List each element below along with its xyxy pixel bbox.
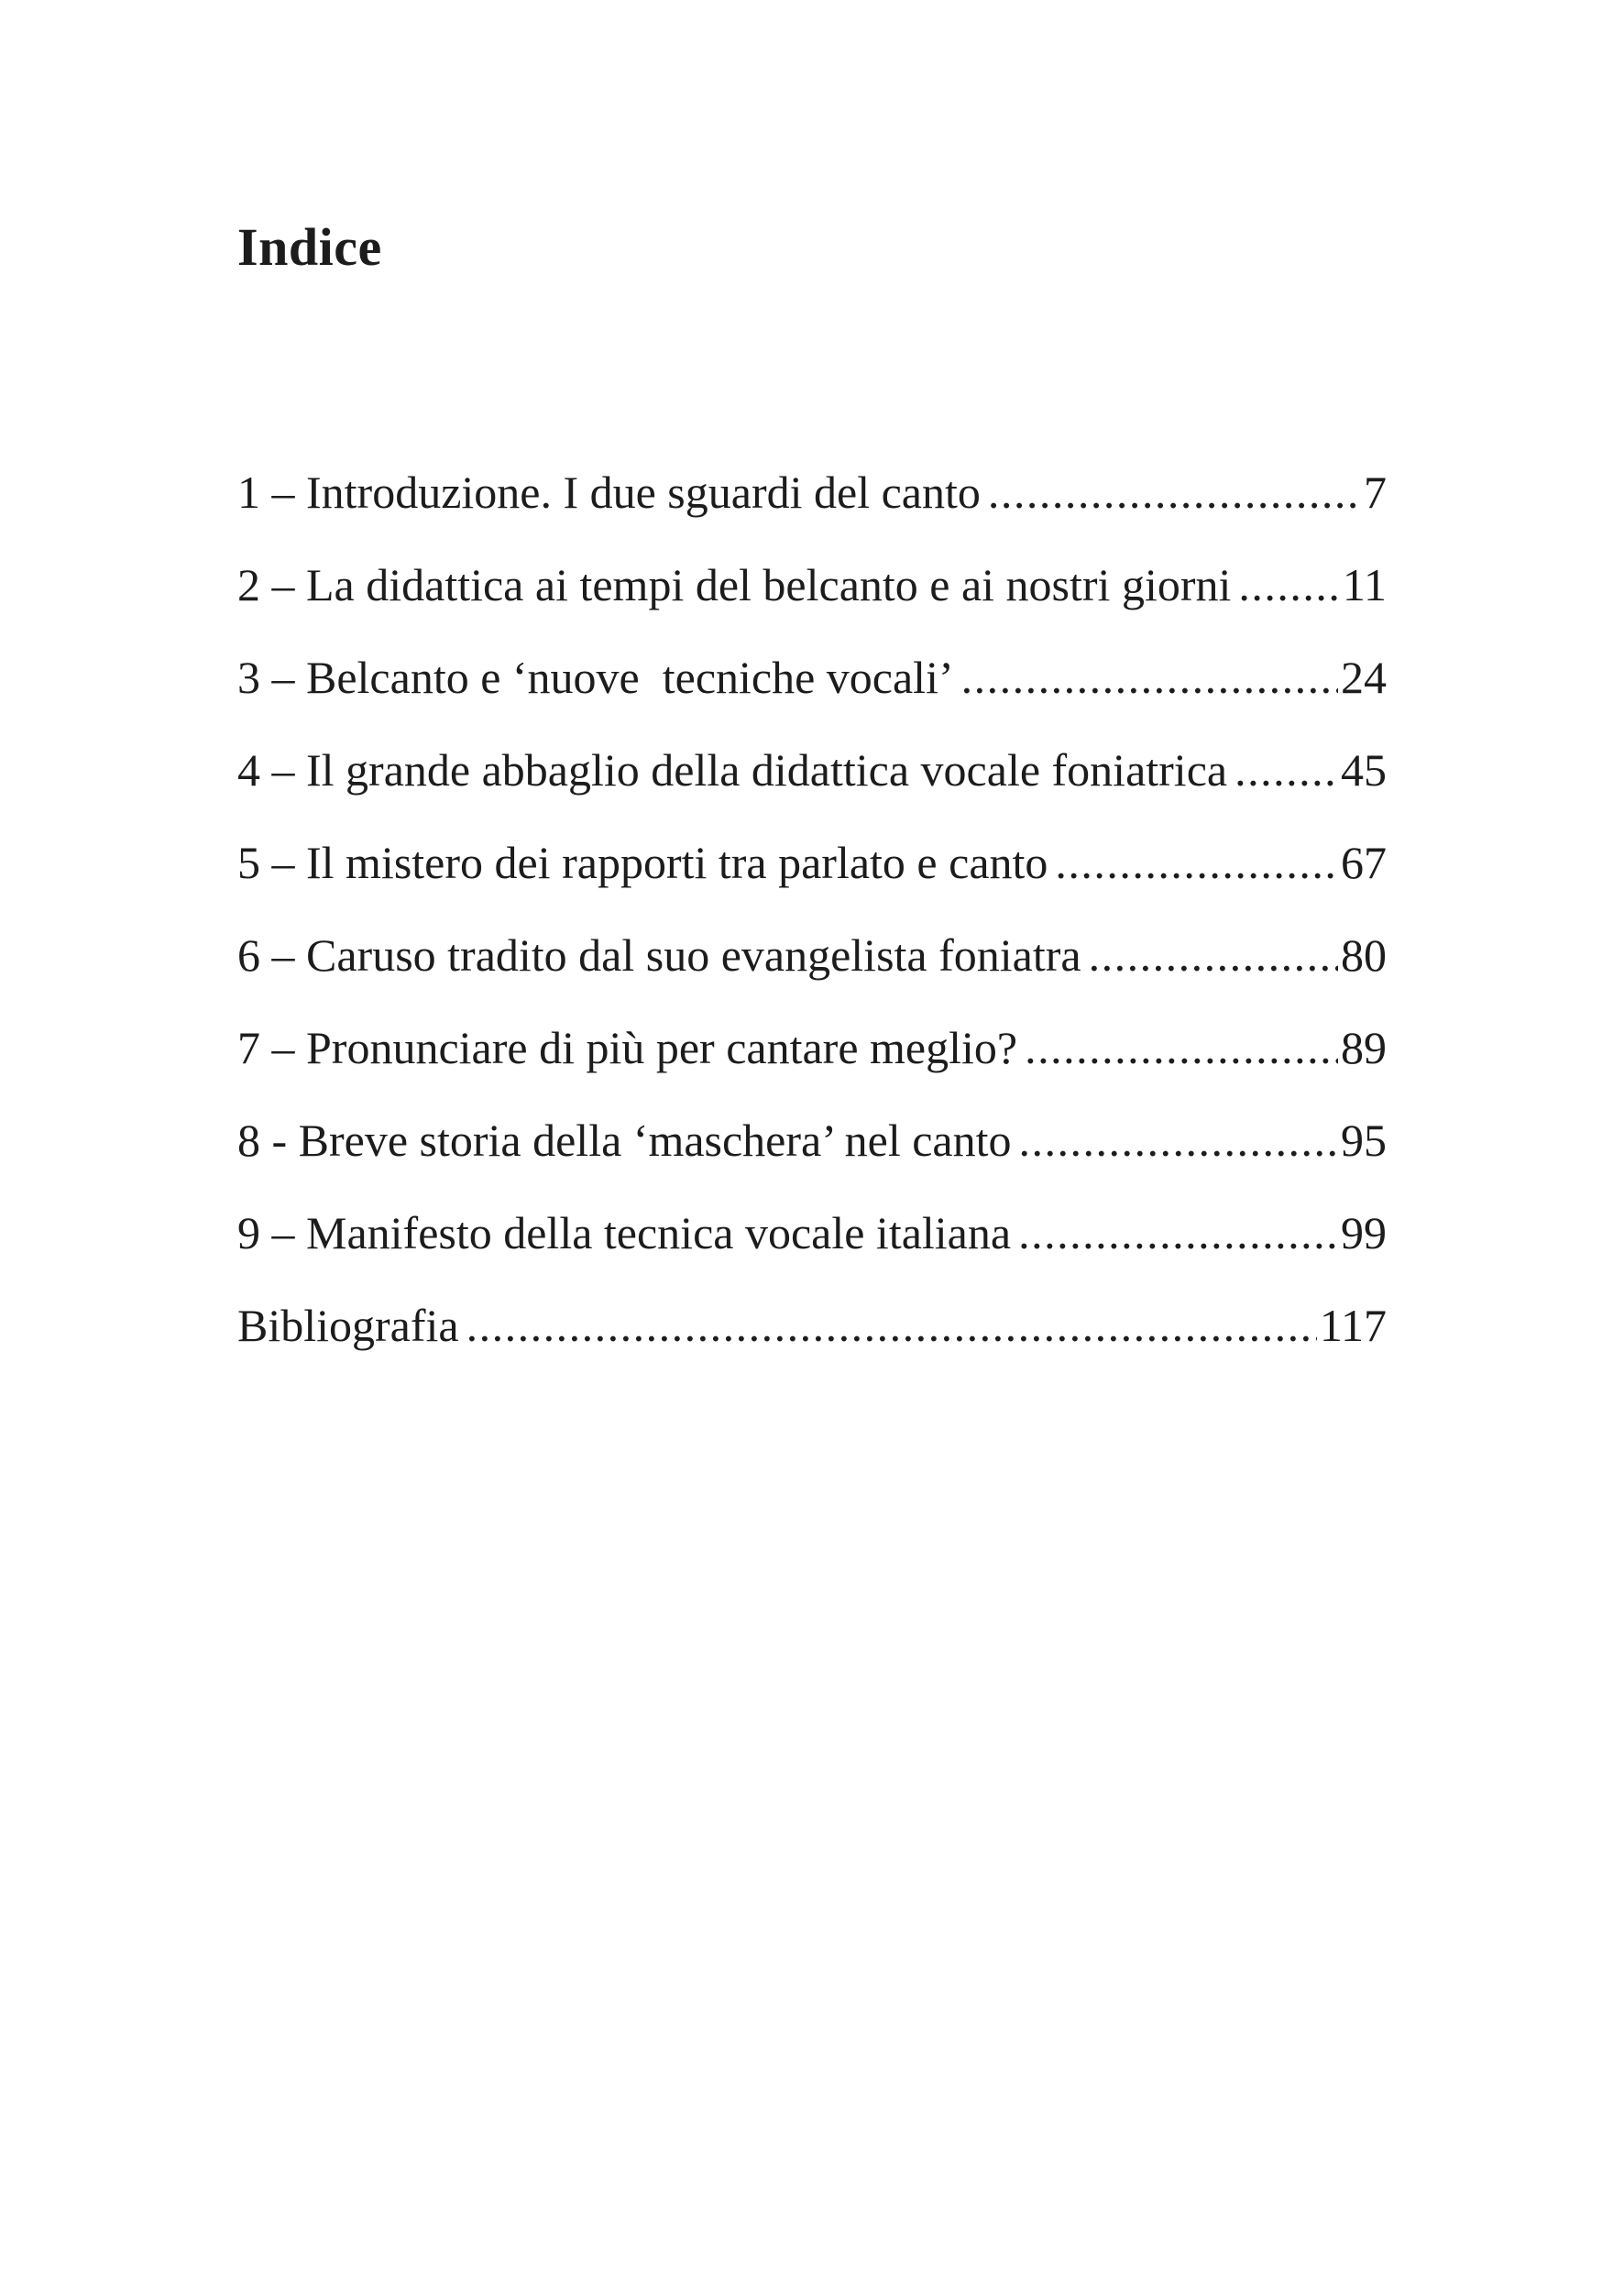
toc-entry-title: 2 – La didattica ai tempi del belcanto e ai nostri giorni bbox=[237, 558, 1232, 610]
toc-entry bbox=[237, 724, 1387, 817]
toc-entry bbox=[237, 909, 1387, 1002]
toc-entry bbox=[237, 817, 1387, 909]
dot-leader bbox=[1048, 817, 1338, 909]
dot-leader bbox=[459, 1280, 1317, 1372]
toc-entry bbox=[237, 446, 1387, 539]
toc-entry-title: 7 – Pronunciare di più per cantare meglio? bbox=[237, 1021, 1018, 1073]
toc-entry-title: 8 - Breve storia della ‘maschera’ nel canto bbox=[237, 1114, 1012, 1166]
dot-leader bbox=[1231, 539, 1339, 632]
toc-entry-page-number: 7 bbox=[1364, 466, 1387, 518]
dot-leader bbox=[1011, 1187, 1338, 1280]
toc-entry bbox=[237, 1094, 1387, 1187]
toc-entry-page-number: 95 bbox=[1341, 1114, 1387, 1166]
toc-entry-title: 5 – Il mistero dei rapporti tra parlato e canto bbox=[237, 836, 1048, 888]
table-of-contents bbox=[237, 446, 1387, 1372]
toc-entry-page-number: 67 bbox=[1341, 836, 1387, 888]
dot-leader bbox=[1081, 909, 1338, 1002]
toc-entry-page-number: 117 bbox=[1319, 1299, 1387, 1351]
toc-entry-title: 6 – Caruso tradito dal suo evangelista foniatra bbox=[237, 928, 1081, 981]
toc-entry-page-number: 11 bbox=[1342, 558, 1387, 610]
toc-entry bbox=[237, 1280, 1387, 1372]
toc-entry-page-number: 99 bbox=[1341, 1206, 1387, 1258]
toc-entry-title: 1 – Introduzione. I due sguardi del canto bbox=[237, 466, 981, 518]
toc-entry bbox=[237, 1187, 1387, 1280]
dot-leader bbox=[1017, 1002, 1338, 1094]
toc-entry-page-number: 89 bbox=[1341, 1021, 1387, 1073]
dot-leader bbox=[1227, 724, 1338, 817]
toc-entry bbox=[237, 1002, 1387, 1094]
toc-entry bbox=[237, 539, 1387, 632]
toc-entry-page-number: 80 bbox=[1341, 928, 1387, 981]
dot-leader bbox=[981, 446, 1361, 539]
dot-leader bbox=[1012, 1094, 1338, 1187]
toc-entry-title: 9 – Manifesto della tecnica vocale italiana bbox=[237, 1206, 1012, 1258]
toc-entry-title: 4 – Il grande abbaglio della didattica vocale foniatrica bbox=[237, 743, 1228, 796]
toc-entry-title: Bibliografia bbox=[237, 1299, 459, 1351]
toc-entry-page-number: 24 bbox=[1341, 651, 1387, 703]
page-title: Indice bbox=[237, 217, 382, 277]
toc-entry-title: 3 – Belcanto e ‘nuove tecniche vocali’ bbox=[237, 651, 954, 703]
toc-entry bbox=[237, 632, 1387, 724]
dot-leader bbox=[954, 632, 1338, 724]
toc-entry-page-number: 45 bbox=[1341, 743, 1387, 796]
